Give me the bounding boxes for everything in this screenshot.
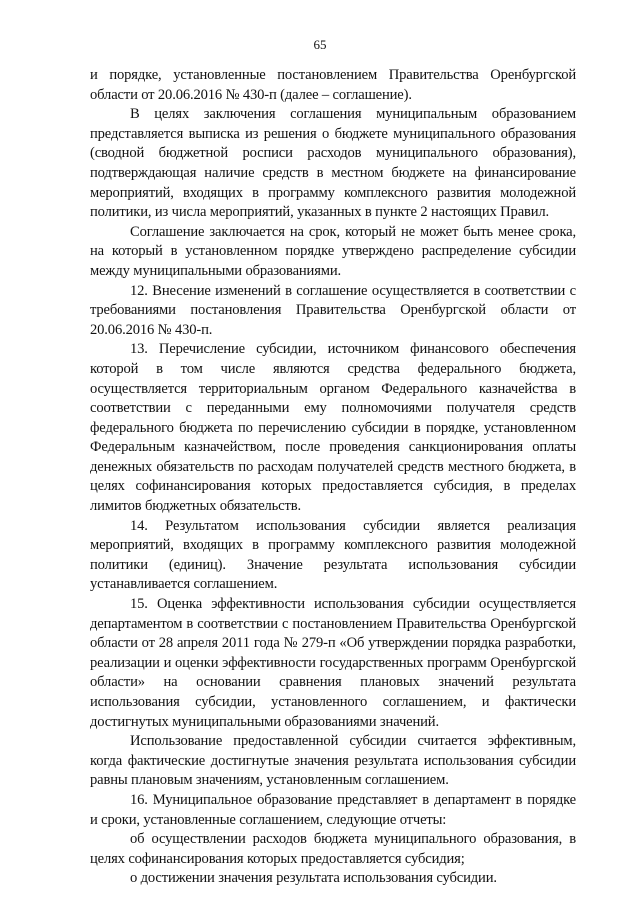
paragraph-effectiveness: Использование предоставленной субсидии считается эффективным, когда фактические достигнутые значения результата использования субсидии равны плановым значениям, установленным соглашением. <box>90 733 576 789</box>
paragraph-continuation: и порядке, установленные постановлением Правительства Оренбургской области от 20.06.2016 № 430-п (далее – соглашение). <box>90 67 576 103</box>
paragraph-item-13: 13. Перечисление субсидии, источником финансового обеспечения которой в том числе являются средства федерального бюджета, осуществляется территориальным органом Федерального казначейства в соответствии с переданными ему полномочиями получателя средств федерального бюджета по перечислению субсидии в порядке, установленном Федеральным казначейством, после проведения санкционирования оплаты денежных обязательств по расходам получателей средств местного бюджета, в целях софинансирования которых предоставляется субсидия, в пределах лимитов бюджетных обязательств. <box>90 341 576 515</box>
paragraph-agreement-term: Соглашение заключается на срок, который не может быть менее срока, на который в установленном порядке утверждено распределение субсидии между муниципальными образованиями. <box>90 223 576 279</box>
document-body <box>90 66 576 889</box>
list-item-expenses-report: об осуществлении расходов бюджета муниципального образования, в целях софинансирования которых предоставляется субсидия; <box>90 831 576 867</box>
paragraph-item-14: 14. Результатом использования субсидии является реализация мероприятий, входящих в программу комплексного развития молодежной политики (единиц). Значение результата использования субсидии устанавливается соглашением. <box>90 517 576 593</box>
paragraph-item-15: 15. Оценка эффективности использования субсидии осуществляется департаментом в соответствии с постановлением Правительства Оренбургской области от 28 апреля 2011 года № 279-п «Об утверждении порядка разработки, реализации и оценки эффективности государственных программ Оренбургской области» на основании сравнения плановых значений результата использования субсидии, установленного соглашением, и фактически достигнутых муниципальными образованиями значений. <box>90 596 576 730</box>
paragraph-item-12: 12. Внесение изменений в соглашение осуществляется в соответствии с требованиями постановления Правительства Оренбургской области от 20.06.2016 № 430-п. <box>90 282 576 338</box>
list-item-result-report: о достижении значения результата использования субсидии. <box>130 870 497 887</box>
paragraph-extract-requirement: В целях заключения соглашения муниципальным образованием представляется выписка из решения о бюджете муниципального образования (сводной бюджетной росписи расходов муниципального образования), подтверждающая наличие средств в местном бюджете на финансирование мероприятий, входящих в программу комплексного развития молодежной политики, из числа мероприятий, указанных в пункте 2 настоящих Правил. <box>90 106 576 221</box>
page-number: 65 <box>313 37 327 52</box>
paragraph-item-16: 16. Муниципальное образование представляет в департамент в порядке и сроки, установленные соглашением, следующие отчеты: <box>90 791 576 828</box>
